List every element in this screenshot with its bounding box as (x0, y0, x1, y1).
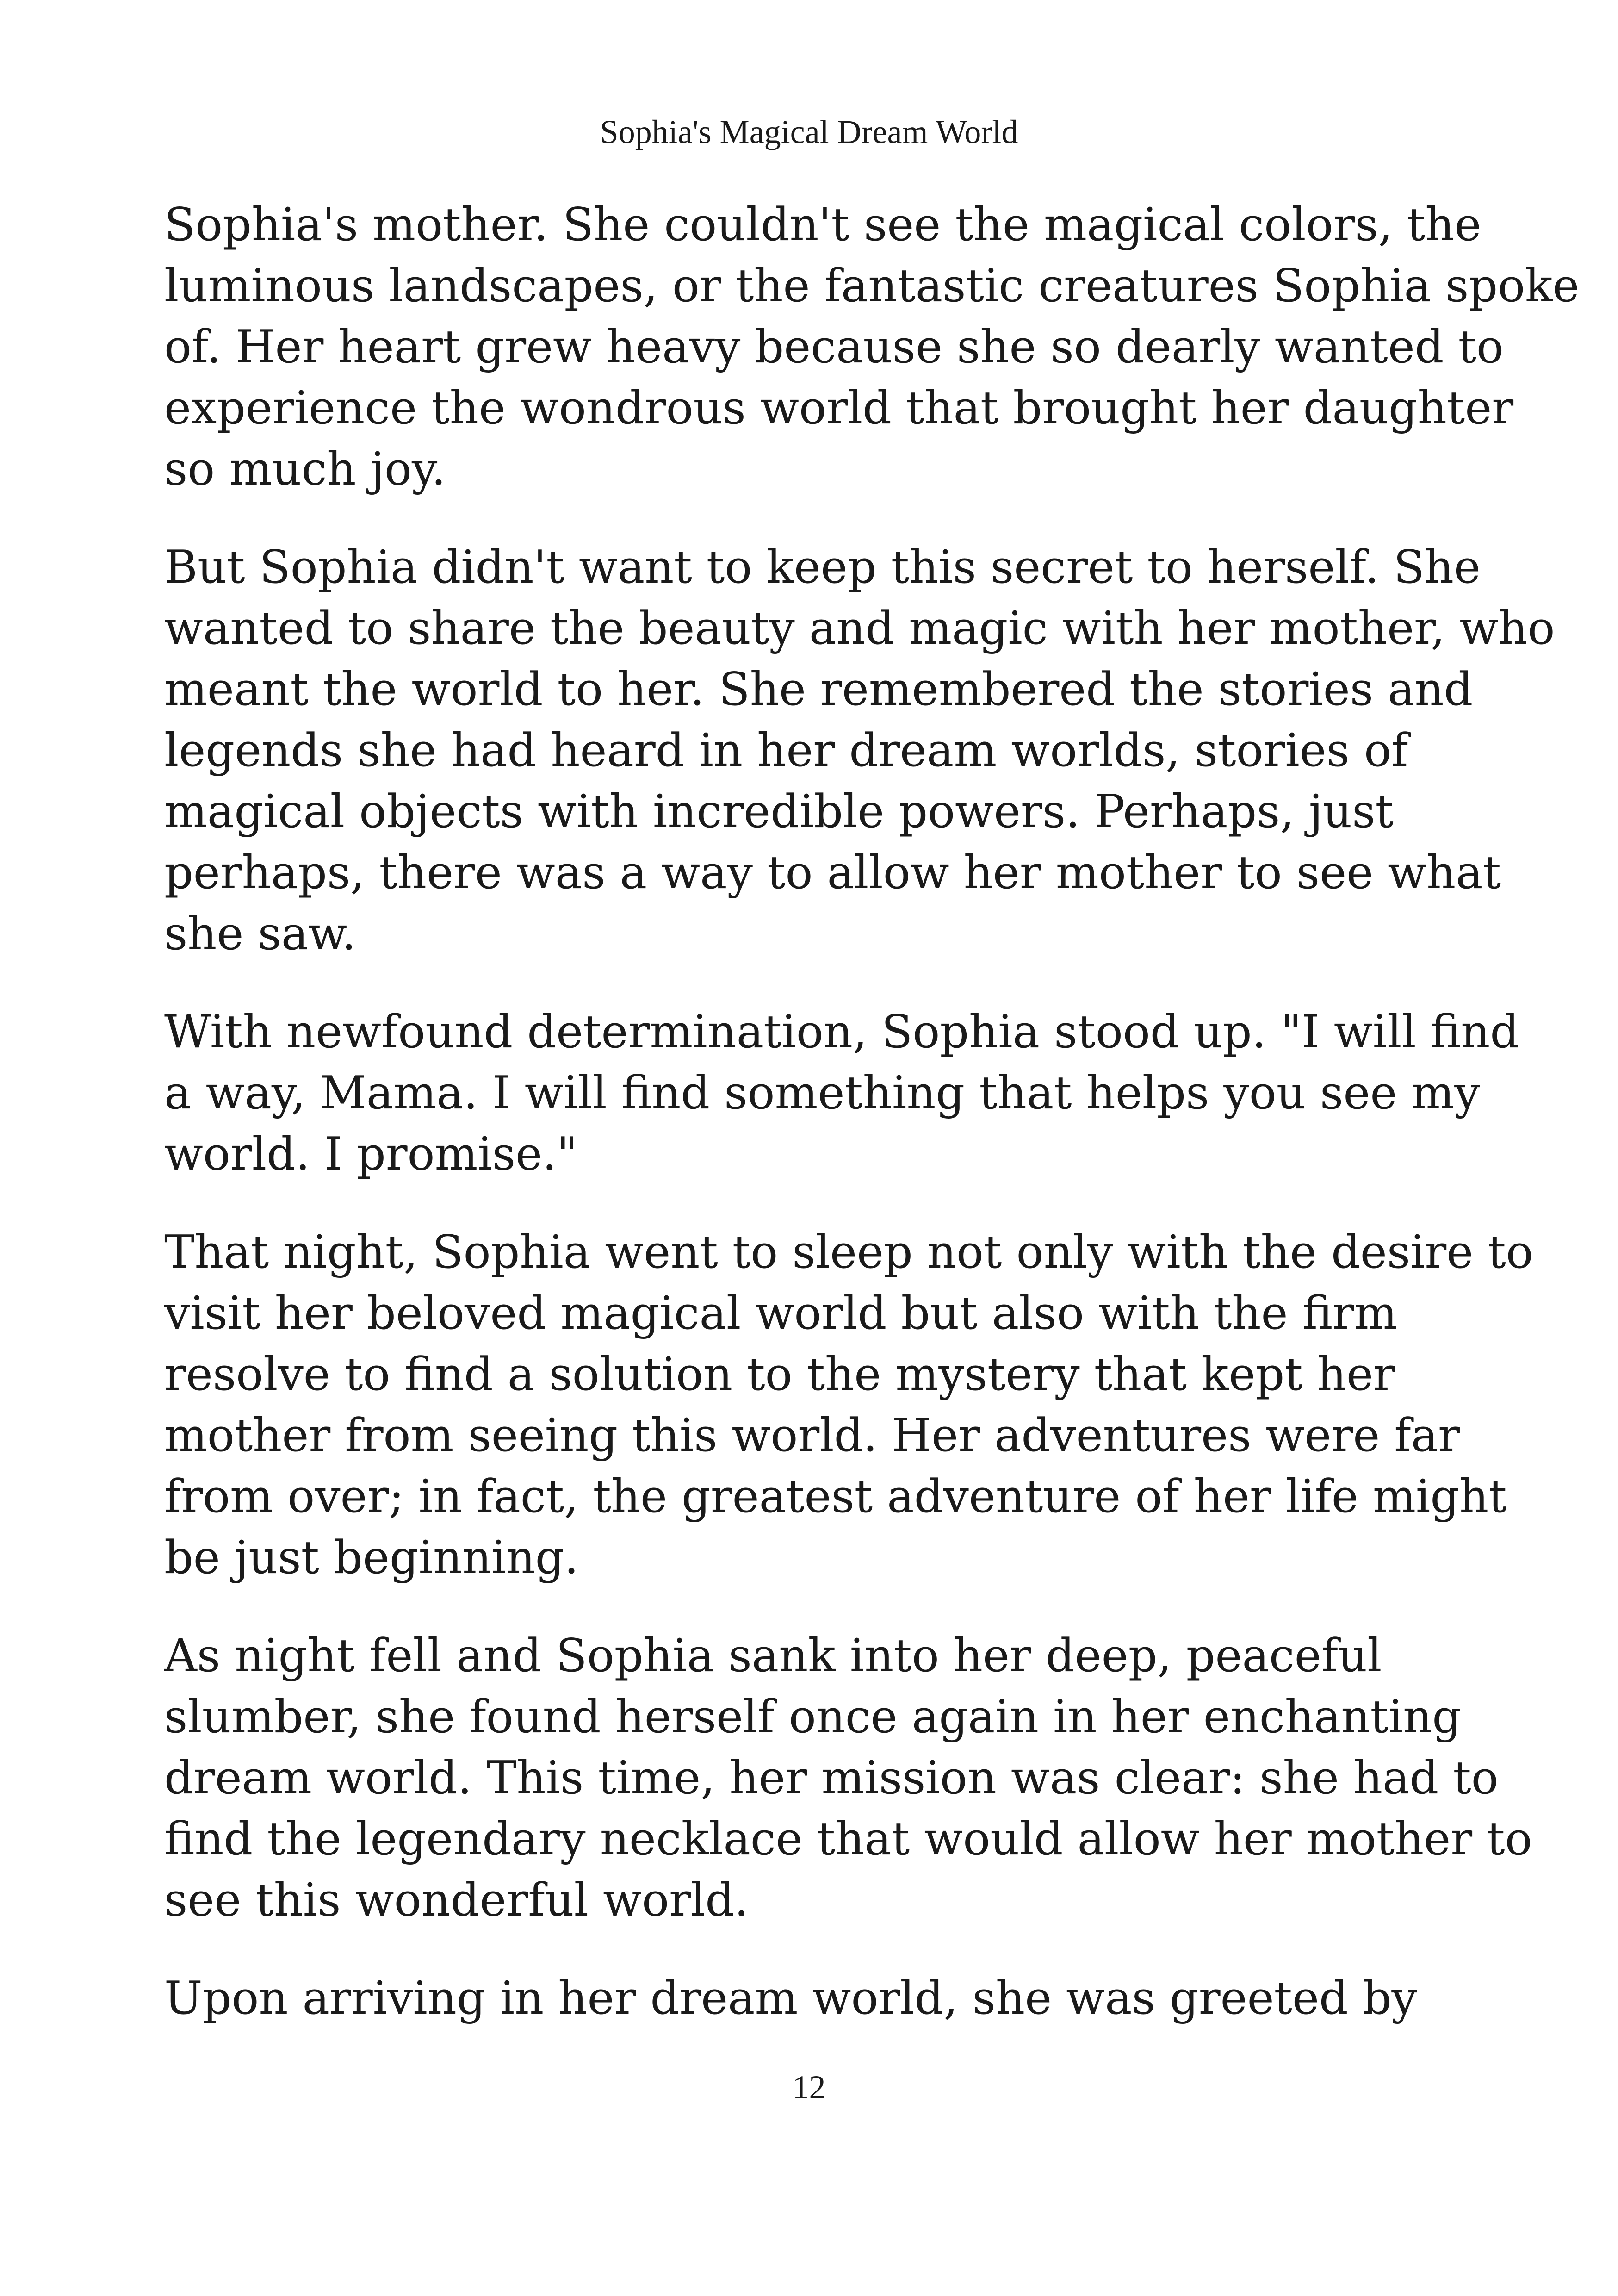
page-number: 12 (792, 2069, 826, 2106)
text-line: slumber, she found herself once again in her enchanting (164, 1691, 1462, 1743)
text-line: That night, Sophia went to sleep not only with the desire to (164, 1226, 1533, 1279)
text-line: she saw. (164, 908, 356, 960)
running-header: Sophia's Magical Dream World (600, 113, 1018, 150)
paragraph (164, 1625, 1532, 1931)
text-line: perhaps, there was a way to allow her mother to see what (164, 846, 1501, 899)
text-line: from over; in fact, the greatest adventure of her life might (164, 1470, 1507, 1523)
text-line: see this wonderful world. (164, 1874, 749, 1927)
text-line: wanted to share the beauty and magic with her mother, who (164, 602, 1555, 655)
text-line: Sophia's mother. She couldn't see the magical colors, the (164, 199, 1482, 251)
text-line: legends she had heard in her dream worlds, stories of (164, 724, 1408, 777)
text-line: dream world. This time, her mission was clear: she had to (164, 1752, 1499, 1804)
paragraph (164, 194, 1580, 500)
text-line: luminous landscapes, or the fantastic creatures Sophia spoke (164, 260, 1580, 312)
text-line: meant the world to her. She remembered the stories and (164, 663, 1473, 716)
paragraph (164, 1968, 1460, 2029)
text-line: of. Her heart grew heavy because she so dearly wanted to (164, 321, 1504, 373)
text-line: Upon arriving in her dream world, she was greeted by (164, 1972, 1417, 2025)
text-line: so much joy. (164, 443, 446, 496)
text-line: experience the wondrous world that brought her daughter (164, 382, 1514, 435)
text-line: a way, Mama. I will find something that helps you see my (164, 1067, 1480, 1120)
text-line: find the legendary necklace that would allow her mother to (164, 1813, 1532, 1866)
paragraph (164, 1222, 1533, 1588)
text-line: But Sophia didn't want to keep this secret to herself. She (164, 541, 1481, 594)
paragraph (164, 537, 1555, 964)
text-line: mother from seeing this world. Her adventures were far (164, 1409, 1460, 1462)
text-line: With newfound determination, Sophia stood up. "I will find (164, 1006, 1519, 1058)
text-line: resolve to find a solution to the mystery that kept her (164, 1348, 1395, 1401)
text-line: be just beginning. (164, 1531, 579, 1584)
text-line: As night fell and Sophia sank into her deep, peaceful (164, 1630, 1382, 1682)
body-text (164, 194, 1580, 2066)
text-line: world. I promise." (164, 1128, 578, 1181)
paragraph (164, 1002, 1519, 1185)
text-line: visit her beloved magical world but also with the firm (164, 1287, 1397, 1340)
text-line: magical objects with incredible powers. Perhaps, just (164, 785, 1394, 838)
